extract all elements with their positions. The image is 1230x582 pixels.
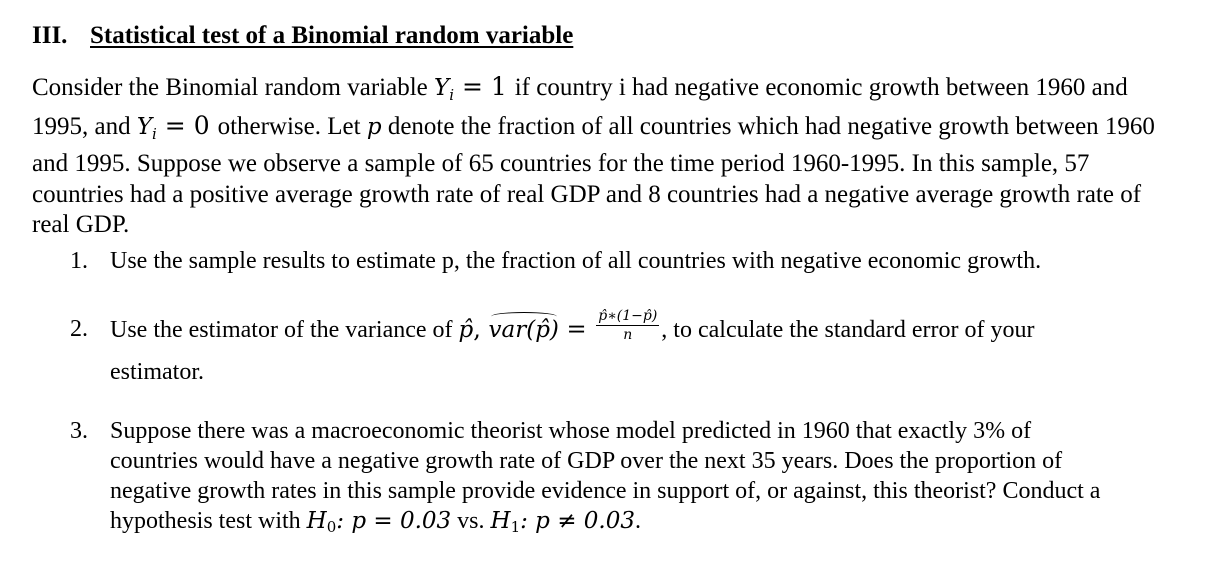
question-number: 2. xyxy=(70,316,88,342)
intro-line-1: Consider the Binomial random variable $Y_i = 1$ if country i had negative economic growth between 1960 and xyxy=(32,72,1128,104)
section-heading xyxy=(32,20,573,52)
math-y-i: $Y_i$ xyxy=(136,113,157,143)
section-number: III. xyxy=(32,22,68,49)
question-number: 1. xyxy=(70,248,88,274)
intro-line-2: 1995, and $Y_i = 0$ otherwise. Let p denote the fraction of all countries which had negative growth between 1960 xyxy=(32,110,1155,143)
question-text: Use the sample results to estimate p, the fraction of all countries with negative economic growth. xyxy=(110,248,1042,274)
question-text-line-1: Use the estimator of the variance of p̂, var(p̂) = $\frac{p̂∗(1-p̂)}{n}$ , to calculate the standard error of your xyxy=(110,308,1035,344)
math-h1: $H_1$ xyxy=(490,508,521,536)
question-text-line-2: estimator. xyxy=(110,359,204,385)
math-y-i: $Y_i$ xyxy=(434,75,454,104)
variance-fraction: $\frac{p̂∗(1-p̂)}{n}$ xyxy=(598,308,658,343)
question-text-line-1: Suppose there was a macroeconomic theorist whose model predicted in 1960 that exactly 3% of xyxy=(110,418,1032,444)
intro-line-4: countries had a positive average growth rate of real GDP and 8 countries had a negative average growth rate of xyxy=(32,180,1142,208)
section-title: Statistical test of a Binomial random variable xyxy=(90,22,574,49)
math-p: p xyxy=(366,113,382,140)
question-text-line-3: negative growth rates in this sample provide evidence in support of, or against, this theorist? Conduct a xyxy=(110,478,1101,504)
intro-line-3: and 1995. Suppose we observe a sample of 65 countries for the time period 1960-1995. In this sample, 57 xyxy=(32,150,1090,177)
question-number: 3. xyxy=(70,418,88,444)
math-p-hat: p̂ xyxy=(458,317,474,344)
math-h0: $H_0$ xyxy=(306,508,337,536)
question-text-line-2: countries would have a negative growth rate of GDP over the next 35 years. Does the proportion of xyxy=(110,448,1063,474)
intro-paragraph xyxy=(32,72,1222,241)
question-text-line-4: hypothesis test with $H_0$: p = 0.03 vs. $H_1$: p ≠ 0.03. xyxy=(110,508,642,536)
math-var-hat: var(p̂) xyxy=(488,317,559,344)
intro-line-5: real GDP. xyxy=(32,211,130,238)
